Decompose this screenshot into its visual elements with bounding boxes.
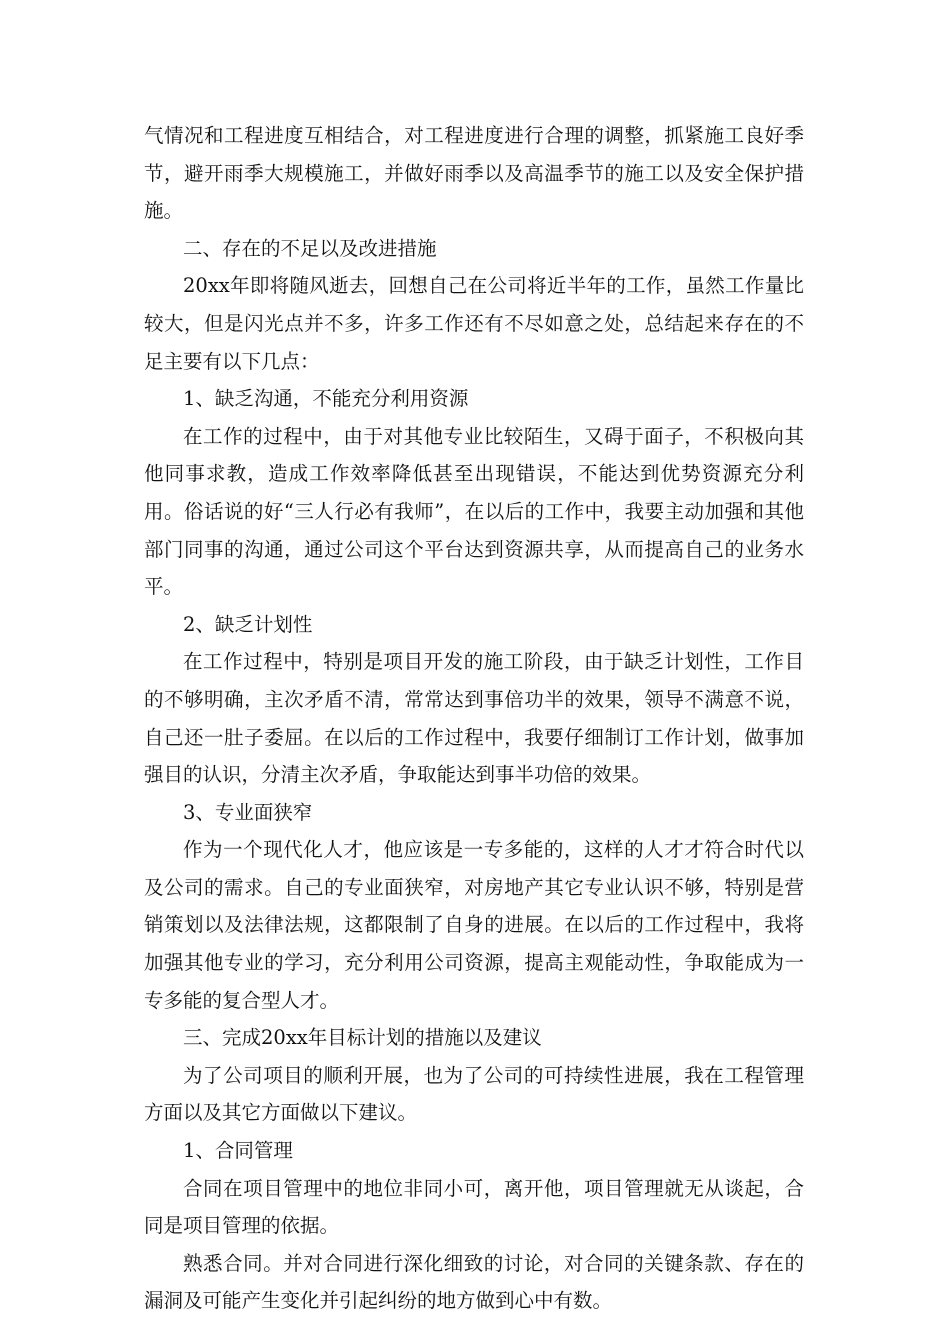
paragraph-planning: 在工作过程中，特别是项目开发的施工阶段，由于缺乏计划性，工作目的不够明确，主次矛盾不清，常常达到事倍功半的效果，领导不满意不说，自己还一肚子委屈。在以后的工作过程中，我要仔细制订工作计划，做事加强目的认识，分清主次矛盾，争取能达到事半功倍的效果。 <box>144 650 804 787</box>
subheading-contract-management: 1、合同管理 <box>183 1139 293 1163</box>
section-heading-measures: 三、完成20xx年目标计划的措施以及建议 <box>183 1026 542 1050</box>
paragraph-contract-importance: 合同在项目管理中的地位非同小可，离开他，项目管理就无从谈起，合同是项目管理的依据。 <box>144 1176 804 1238</box>
paragraph-communication: 在工作的过程中，由于对其他专业比较陌生，又碍于面子，不积极向其他同事求教，造成工作效率降低甚至出现错误，不能达到优势资源充分利用。俗话说的好“三人行必有我师”，在以后的工作中，我要主动加强和其他部门同事的沟通，通过公司这个平台达到资源共享，从而提高自己的业务水平。 <box>144 424 804 599</box>
paragraph-continuation: 气情况和工程进度互相结合，对工程进度进行合理的调整，抓紧施工良好季节，避开雨季大规模施工，并做好雨季以及高温季节的施工以及安全保护措施。 <box>144 124 804 223</box>
paragraph-contract-familiarity: 熟悉合同。并对合同进行深化细致的讨论，对合同的关键条款、存在的漏洞及可能产生变化并引起纠纷的地方做到心中有数。 <box>144 1251 804 1313</box>
subheading-planning: 2、缺乏计划性 <box>183 612 313 636</box>
subheading-communication: 1、缺乏沟通，不能充分利用资源 <box>183 387 469 411</box>
section-heading-shortcomings: 二、存在的不足以及改进措施 <box>183 236 437 260</box>
paragraph-shortcomings-intro: 20xx年即将随风逝去，回想自己在公司将近半年的工作，虽然工作量比较大，但是闪光点并不多，许多工作还有不尽如意之处，总结起来存在的不足主要有以下几点： <box>144 274 804 373</box>
paragraph-narrow-expertise: 作为一个现代化人才，他应该是一专多能的，这样的人才才符合时代以及公司的需求。自己的专业面狭窄，对房地产其它专业认识不够，特别是营销策划以及法律法规，这都限制了自身的进展。在以后的工作过程中，我将加强其他专业的学习，充分利用公司资源，提高主观能动性，争取能成为一专多能的复合型人才。 <box>144 838 804 1012</box>
paragraph-measures-intro: 为了公司项目的顺利开展，也为了公司的可持续性进展，我在工程管理方面以及其它方面做以下建议。 <box>144 1063 804 1125</box>
subheading-narrow-expertise: 3、专业面狭窄 <box>183 800 313 824</box>
document-body <box>144 117 804 1320</box>
